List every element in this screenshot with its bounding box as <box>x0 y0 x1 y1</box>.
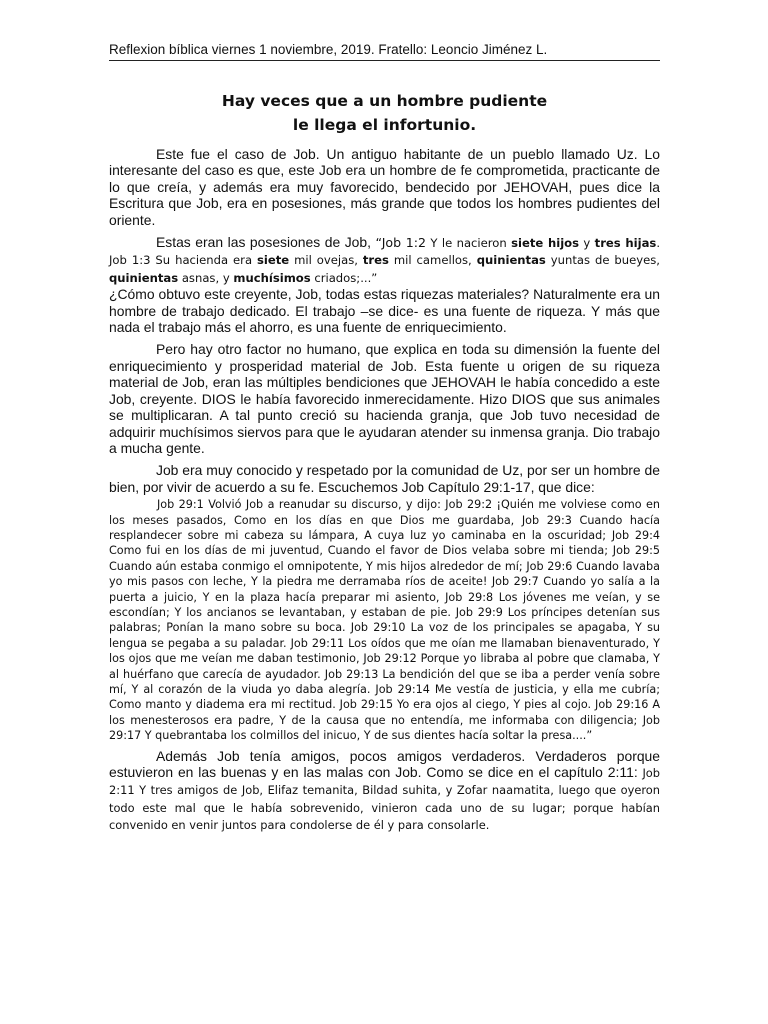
paragraph-5 <box>109 748 660 834</box>
paragraph-1: Este fue el caso de Job. Un antiguo habitante de un pueblo llamado Uz. Lo interesante del caso es que, este Job era un hombre de fe comprometida, practicante de lo que creía, y además era muy favorecido, bendecido por JEHOVAH, pues dice la Escritura que Job, era en posesiones, más grande que todos los hombres pudientes del oriente. <box>109 146 660 228</box>
p2-ref-job-1-2: Job 1:2 <box>381 235 427 251</box>
p2-bold-siete: siete <box>257 253 290 268</box>
p2-verse-text: y <box>579 236 595 251</box>
p2-open-quote: “ <box>375 235 382 251</box>
quote-text: Job 29:1 Volvió Job a reanudar su discurso, y dijo: Job 29:2 ¡Quién me volviese como en los meses pasados, Como en los días en que Dios me guardaba, Job 29:3 Cuando hacía resplandecer sobre mi cabeza su lámpara, A cuya luz yo caminaba en la oscuridad; Job 29:4 Como fui en los días de mi juventud, Cuando el favor de Dios velaba sobre mi tienda; Job 29:5 Cuando aún estaba conmigo el omnipotente, Y mis hijos alrededor de mí; Job 29:6 Cuando lavaba yo mis pasos con leche, Y la piedra me derramaba ríos de aceite! Job 29:7 Cuando yo salía a la puerta a juicio, Y en la plaza hacía preparar mi asiento, Job 29:8 Los jóvenes me veían, y se escondían; Y los ancianos se levantaban, y estaban de pie. Job 29:9 Los príncipes detenían sus palabras; Ponían la mano sobre su boca. Job 29:10 La voz de los principales se apagaba, Y su lengua se pegaba a su paladar. Job 29:11 Los oídos que me oían me llamaban bienaventurado, Y los ojos que me veían me daban testimonio, Job 29:12 Porque yo libraba al pobre que clamaba, Y al huérfano que carecía de ayudador. Job 29:13 La bendición del que se iba a perder venía sobre mí, Y al corazón de la viuda yo daba alegría. Job 29:14 Me vestía de justicia, y ella me cubría; Como manto y diadema era mi rectitud. Job 29:15 Yo era ojos al ciego, Y pies al cojo. Job 29:16 A los menesterosos era padre, Y de la causa que no entendía, me informaba con diligencia; Job 29:17 Y quebrantaba los colmillos del inicuo, Y de sus dientes hacía soltar la presa....” <box>109 498 660 743</box>
p2-bold-tres: tres <box>362 253 389 268</box>
paragraph-2 <box>109 234 660 286</box>
p5-ref: 2:11: <box>607 764 638 781</box>
page-header: Reflexion bíblica viernes 1 noviembre, 2019. Fratello: Leoncio Jiménez L. <box>109 42 660 61</box>
paragraph-3: Pero hay otro factor no humano, que explica en toda su dimensión la fuente del enriquecimiento y prosperidad material de Job. Esta fuente u origen de su riqueza material de Job, eran las múltiples bendiciones que JEHOVAH le había concedido a este Job, creyente. DIOS le había favorecido inmerecidamente. Hizo DIOS que sus animales se multiplicaran. A tal punto creció su hacienda granja, que Job tuvo necesidad de adquirir muchísimos siervos para que le ayudaran atender su inmensa granja. Dio trabajo a mucha gente. <box>109 341 660 456</box>
p2-bold-tres-hijas: tres hijas <box>594 236 657 251</box>
p2-verse-text: . Job 1:3 Su hacienda era <box>109 236 661 268</box>
title-line-1: Hay veces que a un hombre pudiente <box>221 92 548 110</box>
p2-bold-muchisimos: muchísimos <box>233 270 311 285</box>
title-line-2: le llega el infortunio. <box>292 116 477 134</box>
p2-verse-text: yuntas de bueyes, <box>545 253 660 268</box>
p5-text: Además Job tenía amigos, pocos amigos verdaderos. Verdaderos porque estuvieron en las buenas y en las malas con Job. Como se dice en el capítulo <box>109 747 660 781</box>
paragraph-4: Job era muy conocido y respetado por la comunidad de Uz, por ser un hombre de bien, por vivir de acuerdo a su fe. Escuchemos Job Capítulo 29:1-17, que dice: <box>109 462 660 495</box>
paragraph-2-continuation: ¿Cómo obtuvo este creyente, Job, todas estas riquezas materiales? Naturalmente era un hombre de trabajo dedicado. El trabajo –se dice- es una fuente de riqueza. Y más que nada el trabajo más el ahorro, es una fuente de enriquecimiento. <box>109 286 660 336</box>
p2-verse-text: criados;...” <box>310 270 378 285</box>
scripture-quote-job-29 <box>109 497 660 744</box>
document-title <box>109 89 660 137</box>
p2-verse-text: mil ovejas, <box>289 253 363 268</box>
p2-bold-quinientas: quinientas <box>109 270 179 285</box>
p2-verse-text: asnas, y <box>178 270 234 285</box>
document-body <box>109 146 660 834</box>
p2-bold-siete-hijos: siete hijos <box>511 236 580 251</box>
p5-verse-job-2-11: Job 2:11 Y tres amigos de Job, Elifaz temanita, Bildad suhita, y Zofar naamatita, luego que oyeron todo este mal que le había sobrevenido, vinieron cada uno de su lugar; porque habían convenido en venir juntos para condolerse de él y para consolarle. <box>109 766 660 833</box>
p2-verse-text: mil camellos, <box>388 253 477 268</box>
p2-intro: Estas eran las posesiones de Job, <box>156 234 376 251</box>
p2-bold-quinientas: quinientas <box>476 253 546 268</box>
p2-verse-text: Y le nacieron <box>426 236 512 251</box>
